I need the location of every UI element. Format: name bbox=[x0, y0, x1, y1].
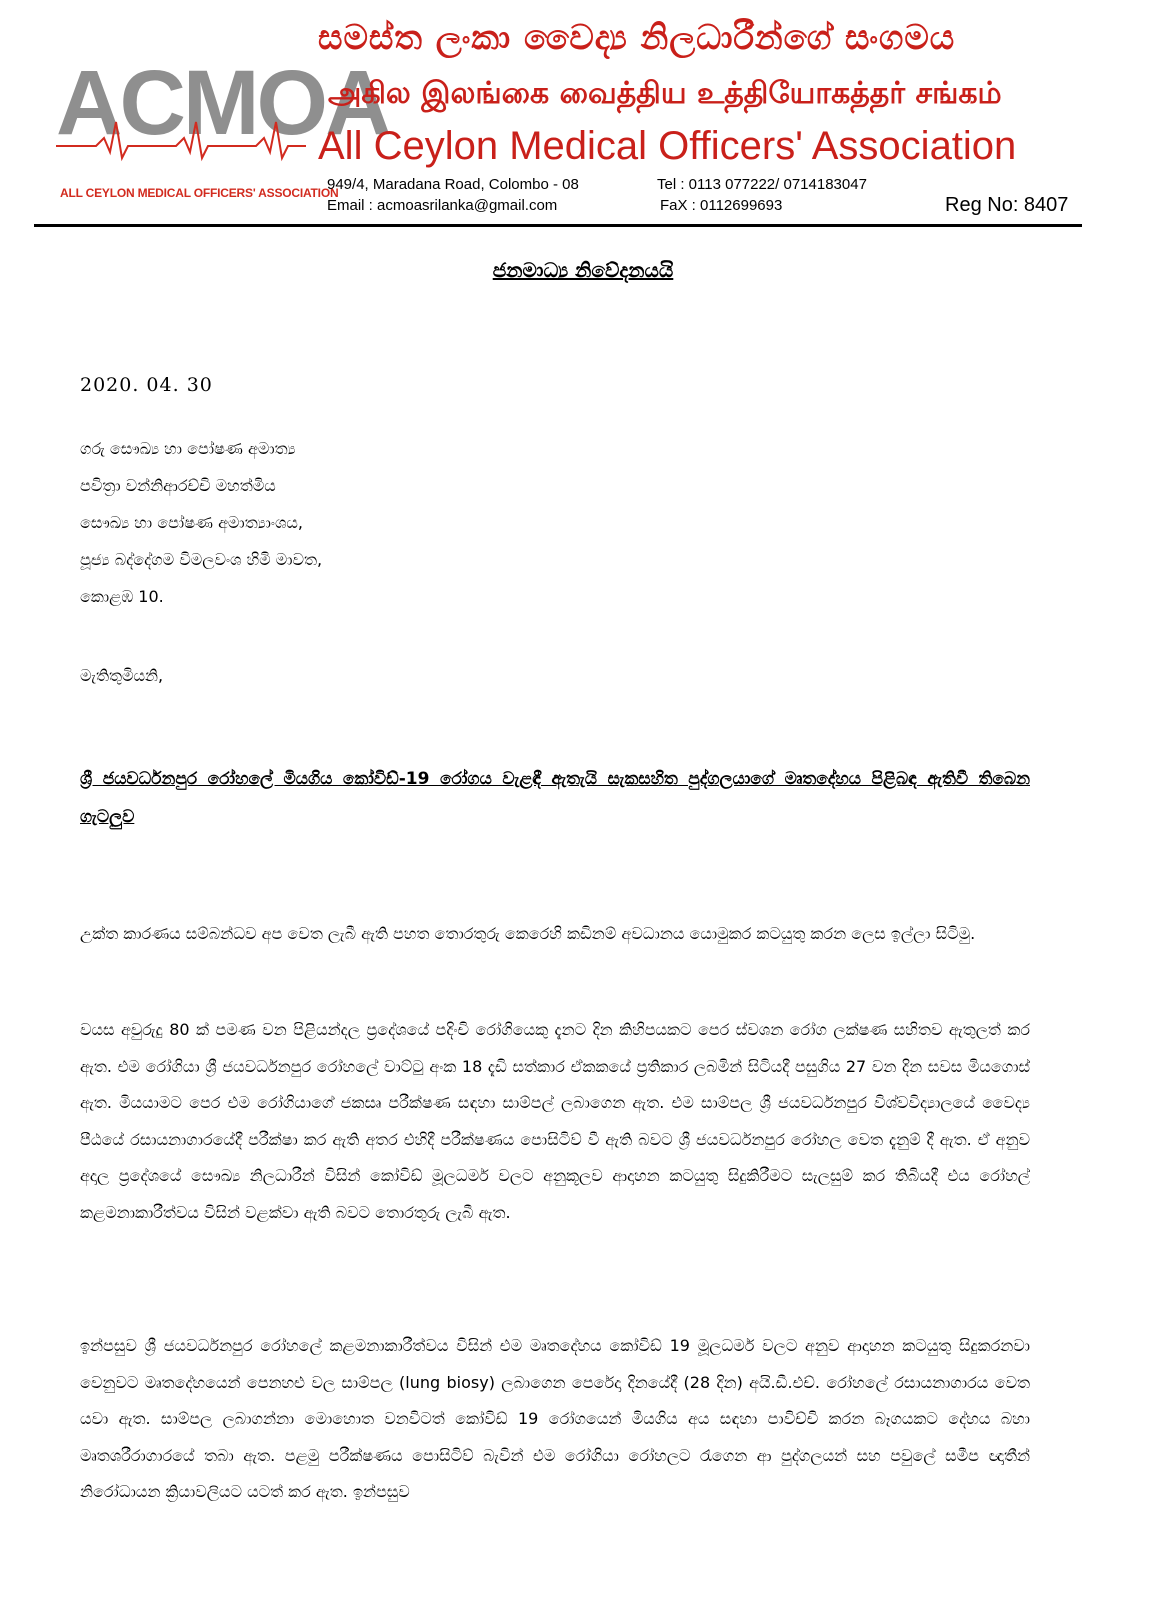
registration-number: Reg No: 8407 bbox=[945, 194, 1069, 216]
salutation: මැතිතුමියනි, bbox=[80, 666, 164, 685]
org-address: 949/4, Maradana Road, Colombo - 08 bbox=[327, 176, 579, 193]
org-name-sinhala: සමස්ත ලංකා වෛද්‍ය නිලධාරීන්ගේ සංගමය bbox=[318, 18, 956, 58]
org-tel: Tel : 0113 077222/ 0714183047 bbox=[657, 176, 867, 193]
address-line: සෞඛ්‍ය හා පෝෂණ අමාත්‍යාංශය, bbox=[80, 513, 304, 532]
acmoa-logo bbox=[56, 48, 389, 208]
body-paragraph: ඉන්පසුව ශ්‍රී ජයවර්ධනපුර රෝහලේ කළමනාකාරීත්වය විසින් එම මෘතදේහය කෝවිඩ් 19 මූලධර්ම වලට අනුව ආදාහන කටයුතු සිදුකරනවා වෙනුවට මෘතදේහයෙන් පෙනහළු වල සාම්පල (lung biosy) ලබාගෙන පෙරේදා දිනයේදී (28 දින) අයි.ඩී.එච්. රෝහලේ රසායනාගාරය වෙත යවා ඇත. සාම්පල ලබාගන්නා මොහොත වනවිටත් කෝවිඩ් 19 රෝගයෙන් මියගිය අය සඳහා පාවිච්චි කරන බෑගයකට දේහය බහා මෘතශරීරාගාරයේ තබා ඇත. පළමු පරීක්ෂණය පොසිටිව් බැවින් එම රෝගියා රෝහලට රැගෙන ආ පුද්ගලයන් සහ පවුලේ සමීප ඥාතීන් නිරෝධායන ක්‍රියාවලියට යටත් කර ඇත. ඉන්පසුව bbox=[80, 1336, 1030, 1501]
org-name-english: All Ceylon Medical Officers' Association bbox=[318, 124, 1017, 168]
heartbeat-line-icon bbox=[56, 108, 306, 168]
logo-wordmark: ACMOA bbox=[56, 52, 389, 154]
header-divider bbox=[34, 224, 1082, 227]
org-name-tamil: அகில இலங்கை வைத்திய உத்தியோகத்தர் சங்கம் bbox=[328, 76, 1002, 111]
address-line: කොළඹ 10. bbox=[80, 587, 164, 606]
org-fax: FaX : 0112699693 bbox=[660, 197, 783, 214]
subject-heading: ශ්‍රී ජයවර්ධනපුර රෝහලේ මියගිය කෝවිඩ්-19 රෝගය වැළඳී ඇතැයි සැකසහිත පුද්ගලයාගේ මෘතදේහය පිළිබඳ ඇතිවී තිබෙන ගැටලුව bbox=[80, 769, 1030, 827]
address-line: ගරු සෞඛ්‍ය හා පෝෂණ අමාත්‍ය bbox=[80, 439, 296, 458]
letter-date: 2020. 04. 30 bbox=[80, 374, 213, 396]
address-line: පවිත්‍රා වන්නිආරච්චි මහත්මිය bbox=[80, 476, 276, 495]
body-paragraph: වයස අවුරුදු 80 ක් පමණ වන පිළියන්දල ප්‍රදේශයේ පදිංචි රෝගියෙකු දැනට දින කිහිපයකට පෙර ස්වශන රෝග ලක්ෂණ සහිතව ඇතුලත් කර ඇත. එම රෝගියා ශ්‍රී ජයවර්ධනපුර රෝහලේ වාට්ටු අංක 18 දැඩි සත්කාර ඒකකයේ ප්‍රතිකාර ලබමින් සිටියදී පසුගිය 27 වන දින සවස මියගොස් ඇත. මියයාමට පෙර එම රෝගියාගේ ජකසෘ පරීක්ෂණ සඳහා සාම්පල් ලබාගෙන ඇත. එම සාම්පල ශ්‍රී ජයවර්ධනපුර විශ්වවිද්‍යාලයේ වෛද්‍ය පීඨයේ රසායනාගාරයේදී පරීක්ෂා කර ඇති අතර එහිදී පරීක්ෂණය පොසිටිව් වී ඇති බවට ශ්‍රී ජයවර්ධනපුර රෝහල වෙත දැනුම් දී ඇත. ඒ අනුව අදාල ප්‍රදේශයේ සෞඛ්‍ය නිලධාරීන් විසින් කෝවිඩ් මූලධර්ම වලට අනුකූලව ආදාහන කටයුතු සිදුකිරීමට සැලසුම් කර තිබියදී එය රෝහල් කළමනාකාරීත්වය විසින් වළක්වා ඇති බවට තොරතුරු ලැබී ඇත. bbox=[80, 1020, 1030, 1222]
recipient-address bbox=[80, 430, 322, 615]
logo-caption: ALL CEYLON MEDICAL OFFICERS' ASSOCIATION bbox=[60, 186, 339, 200]
body-paragraph: උක්ත කාරණය සම්බන්ධව අප වෙත ලැබී ඇති පහත තොරතුරු කෙරෙහි කඩිනම් අවධානය යොමුකර කටයුතු කරන ලෙස ඉල්ලා සිටිමු. bbox=[80, 924, 976, 943]
address-line: පූජ්‍ය බද්දේගම විමලවංශ හිමි මාවත, bbox=[80, 550, 323, 569]
org-email: Email : acmoasrilanka@gmail.com bbox=[327, 197, 558, 214]
document-title: ජනමාධ්‍ය නිවේදනයයි bbox=[492, 258, 674, 282]
letterhead bbox=[0, 0, 1166, 235]
